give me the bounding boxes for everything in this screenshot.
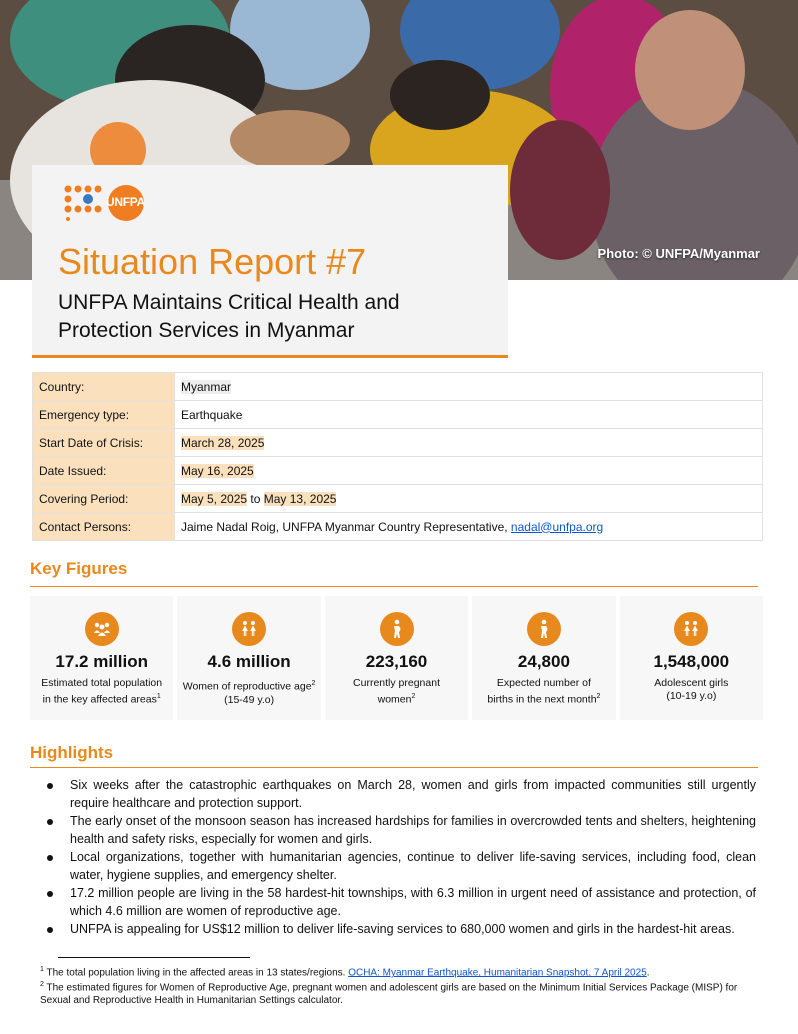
figure-label-line2: births in the next month <box>487 693 597 706</box>
start-date-label: Start Date of Crisis: <box>33 429 175 457</box>
report-title: Situation Report #7 <box>58 241 367 282</box>
highlight-item: UNFPA is appealing for US$12 million to deliver life-saving services to 680,000 women and girls in the hardest-hit areas. <box>44 920 756 938</box>
pregnant-woman-icon <box>380 612 414 646</box>
highlight-item: 17.2 million people are living in the 58 hardest-hit townships, with 6.3 million in urgent need of assistance and protection, of which 4.6 million are women of reproductive age. <box>44 884 756 920</box>
figure-label-line1: Expected number of <box>496 677 591 689</box>
figure-card-women-reproductive-age <box>177 596 320 720</box>
footnote-ref: 2 <box>311 680 316 687</box>
row-start-date <box>33 429 763 457</box>
figure-label <box>325 677 468 707</box>
period-from: May 5, 2025 <box>181 491 248 506</box>
figure-label-line1: Currently pregnant <box>353 677 440 689</box>
figure-card-adolescent-girls <box>620 596 763 720</box>
figure-value: 223,160 <box>365 652 428 671</box>
figure-label <box>177 677 320 707</box>
two-women-icon <box>232 612 266 646</box>
figure-label-line2: women <box>377 693 412 706</box>
people-group-icon <box>85 612 119 646</box>
footnote-text: The estimated figures for Women of Reproductive Age, pregnant women and adolescent girls are based on the Minimum Initial Services Package (MISP) for Sexual and Reproductive Health in Humanitarian Settings calculator. <box>40 982 738 1006</box>
period-to: May 13, 2025 <box>263 491 337 506</box>
date-issued-text: May 16, 2025 <box>181 463 254 478</box>
figure-label-line1: Estimated total population <box>41 677 163 689</box>
figure-value: 4.6 million <box>207 652 291 671</box>
start-date-value <box>175 429 763 457</box>
ocha-snapshot-link[interactable]: OCHA: Myanmar Earthquake, Humanitarian Snapshot, 7 April 2025 <box>348 967 647 979</box>
period-to-word: to <box>250 491 261 506</box>
row-country <box>33 373 763 401</box>
highlights-divider <box>30 767 758 768</box>
photo-credit: Photo: © UNFPA/Myanmar <box>597 246 760 261</box>
logo-text: UNFPA <box>106 195 145 209</box>
date-issued-value <box>175 457 763 485</box>
footnote-text: The total population living in the affected areas in 13 states/regions. <box>46 967 346 979</box>
country-text: Myanmar <box>181 379 232 394</box>
pregnant-woman-icon <box>527 612 561 646</box>
start-date-text: March 28, 2025 <box>181 435 265 450</box>
two-girls-icon <box>674 612 708 646</box>
footnote-divider <box>58 957 250 958</box>
figure-label-line2: in the key affected areas <box>42 693 157 706</box>
figure-value: 24,800 <box>517 652 570 671</box>
row-covering-period <box>33 485 763 513</box>
emergency-label: Emergency type: <box>33 401 175 429</box>
highlight-item: Local organizations, together with humanitarian agencies, continue to deliver life-saving services, including food, clean water, hygiene supplies, and emergency shelter. <box>44 848 756 884</box>
title-card <box>32 165 508 358</box>
footnote-ref: 2 <box>411 693 416 700</box>
figure-label <box>30 677 173 707</box>
figure-card-pregnant-women <box>325 596 468 720</box>
contact-value <box>175 513 763 541</box>
footnote-number: 2 <box>40 981 44 989</box>
report-subtitle: UNFPA Maintains Critical Health and Protection Services in Myanmar <box>58 291 400 342</box>
highlights-list <box>44 776 756 938</box>
key-figures-divider <box>30 586 758 587</box>
footnote-number: 1 <box>40 966 44 973</box>
contact-text: Jaime Nadal Roig, UNFPA Myanmar Country Representative, <box>181 519 508 534</box>
footnote-2 <box>40 979 758 1006</box>
row-date-issued <box>33 457 763 485</box>
row-emergency <box>33 401 763 429</box>
figure-label-line1: Adolescent girls <box>654 677 729 689</box>
highlight-item: Six weeks after the catastrophic earthquakes on March 28, women and girls from impacted communities still urgently require healthcare and protection support. <box>44 776 756 812</box>
country-value <box>175 373 763 401</box>
key-figures-heading: Key Figures <box>30 559 128 578</box>
figure-label-line2: (15-49 y.o) <box>224 693 275 706</box>
contact-label: Contact Persons: <box>33 513 175 541</box>
footnote-ref: 1 <box>156 693 161 700</box>
row-contact <box>33 513 763 541</box>
figure-label <box>472 677 615 707</box>
contact-email-link[interactable]: nadal@unfpa.org <box>510 519 604 534</box>
figure-label <box>620 677 763 703</box>
report-info-table <box>32 372 763 541</box>
key-figures-row <box>30 596 763 720</box>
figure-card-expected-births <box>472 596 615 720</box>
footnote-ref: 2 <box>596 693 601 700</box>
figure-label-line1: Women of reproductive age <box>182 680 312 693</box>
figure-card-total-population <box>30 596 173 720</box>
covering-period-value <box>175 485 763 513</box>
country-label: Country: <box>33 373 175 401</box>
emergency-value: Earthquake <box>175 401 763 429</box>
highlight-item: The early onset of the monsoon season has increased hardships for families in overcrowded tents and shelters, heightening health and safety risks, especially for women and girls. <box>44 812 756 848</box>
date-issued-label: Date Issued: <box>33 457 175 485</box>
figure-label-line2: (10-19 y.o) <box>666 690 717 702</box>
covering-period-label: Covering Period: <box>33 485 175 513</box>
figure-value: 1,548,000 <box>653 652 730 671</box>
footnotes <box>40 964 758 1007</box>
footnote-1 <box>40 964 758 979</box>
highlights-heading: Highlights <box>30 743 114 762</box>
footnote-end: . <box>646 967 650 979</box>
figure-value: 17.2 million <box>55 652 148 671</box>
